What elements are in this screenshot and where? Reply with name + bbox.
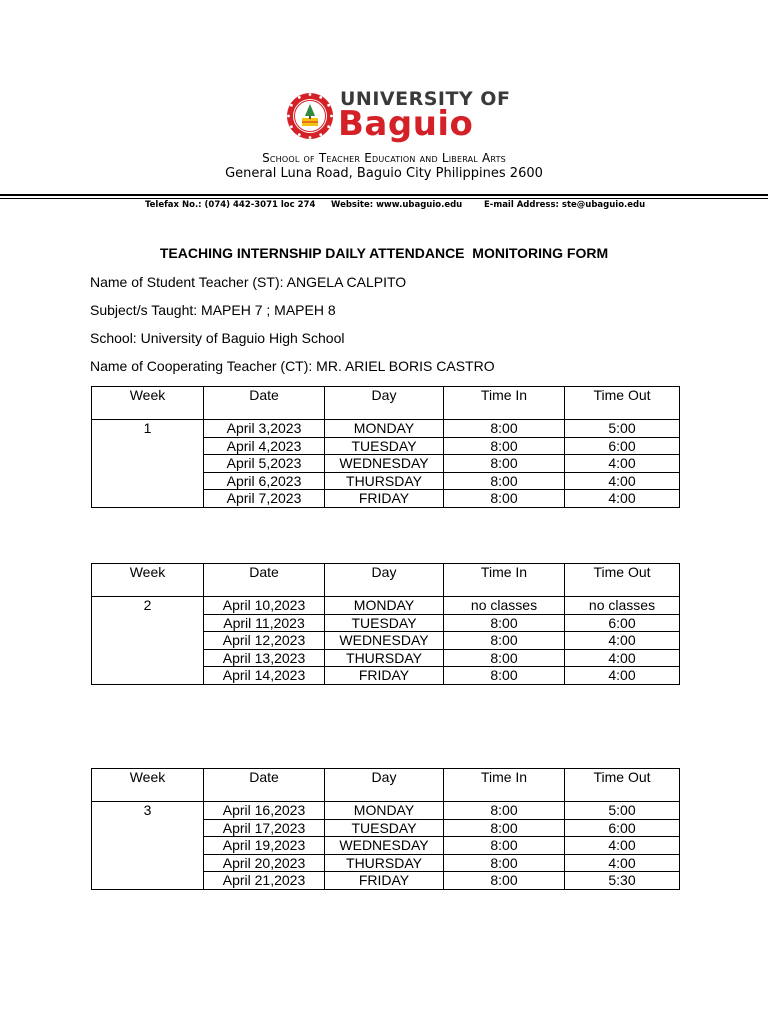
header-date: Date: [204, 387, 325, 420]
day-cell: FRIDAY: [325, 872, 444, 890]
day-cell: FRIDAY: [325, 490, 444, 508]
time-out-cell: 4:00: [565, 490, 680, 508]
day-cell: TUESDAY: [325, 614, 444, 632]
time-in-cell: 8:00: [444, 872, 565, 890]
time-out-cell: 5:00: [565, 802, 680, 820]
day-cell: THURSDAY: [325, 649, 444, 667]
day-cell: THURSDAY: [325, 854, 444, 872]
email-address: E-mail Address: ste@ubaguio.edu: [484, 200, 646, 210]
table-header-row: [92, 387, 680, 420]
time-out-cell: 5:00: [565, 420, 680, 438]
header-time-in: Time In: [444, 769, 565, 802]
header-time-out: Time Out: [565, 387, 680, 420]
time-in-cell: 8:00: [444, 632, 565, 650]
header-time-in: Time In: [444, 564, 565, 597]
table-row: [92, 420, 680, 438]
time-in-cell: 8:00: [444, 854, 565, 872]
date-cell: April 11,2023: [204, 614, 325, 632]
date-cell: April 19,2023: [204, 837, 325, 855]
time-out-cell: 4:00: [565, 837, 680, 855]
university-seal-icon: [286, 92, 334, 140]
date-cell: April 5,2023: [204, 455, 325, 473]
attendance-table-week-1: [91, 386, 680, 508]
time-in-cell: 8:00: [444, 819, 565, 837]
day-cell: MONDAY: [325, 597, 444, 615]
date-cell: April 4,2023: [204, 437, 325, 455]
time-out-cell: 4:00: [565, 649, 680, 667]
header-time-in: Time In: [444, 387, 565, 420]
header-time-out: Time Out: [565, 564, 680, 597]
day-cell: THURSDAY: [325, 472, 444, 490]
day-cell: MONDAY: [325, 802, 444, 820]
header-week: Week: [92, 769, 204, 802]
time-out-cell: 6:00: [565, 614, 680, 632]
date-cell: April 3,2023: [204, 420, 325, 438]
time-in-cell: 8:00: [444, 802, 565, 820]
day-cell: MONDAY: [325, 420, 444, 438]
header-week: Week: [92, 387, 204, 420]
school-address: General Luna Road, Baguio City Philippines 2600: [225, 166, 543, 181]
header-divider-thick: [0, 194, 768, 196]
time-out-cell: 4:00: [565, 455, 680, 473]
week-number: 2: [92, 597, 204, 685]
date-cell: April 21,2023: [204, 872, 325, 890]
time-out-cell: 4:00: [565, 854, 680, 872]
date-cell: April 6,2023: [204, 472, 325, 490]
week-number: 3: [92, 802, 204, 890]
time-in-cell: 8:00: [444, 490, 565, 508]
school-name-field: School: University of Baguio High School: [90, 330, 345, 346]
day-cell: TUESDAY: [325, 437, 444, 455]
header-date: Date: [204, 564, 325, 597]
subjects-taught: Subject/s Taught: MAPEH 7 ; MAPEH 8: [90, 302, 336, 318]
time-out-cell: 4:00: [565, 667, 680, 685]
date-cell: April 16,2023: [204, 802, 325, 820]
time-in-cell: 8:00: [444, 837, 565, 855]
day-cell: WEDNESDAY: [325, 632, 444, 650]
attendance-table-week-2: [91, 563, 680, 685]
time-out-cell: 4:00: [565, 632, 680, 650]
header-time-out: Time Out: [565, 769, 680, 802]
time-in-cell: 8:00: [444, 649, 565, 667]
header-week: Week: [92, 564, 204, 597]
contact-info-row: [0, 200, 768, 214]
time-out-cell: 6:00: [565, 819, 680, 837]
telefax-number: Telefax No.: (074) 442-3071 loc 274: [145, 200, 316, 210]
time-in-cell: 8:00: [444, 614, 565, 632]
header-day: Day: [325, 564, 444, 597]
time-in-cell: 8:00: [444, 455, 565, 473]
header-day: Day: [325, 387, 444, 420]
time-out-cell: 6:00: [565, 437, 680, 455]
date-cell: April 10,2023: [204, 597, 325, 615]
date-cell: April 12,2023: [204, 632, 325, 650]
date-cell: April 14,2023: [204, 667, 325, 685]
header-date: Date: [204, 769, 325, 802]
attendance-table-week-3: [91, 768, 680, 890]
cooperating-teacher-name: Name of Cooperating Teacher (CT): MR. ARIEL BORIS CASTRO: [90, 358, 495, 374]
time-in-cell: 8:00: [444, 472, 565, 490]
form-title: TEACHING INTERNSHIP DAILY ATTENDANCE MONITORING FORM: [159, 245, 609, 261]
day-cell: TUESDAY: [325, 819, 444, 837]
time-in-cell: no classes: [444, 597, 565, 615]
date-cell: April 13,2023: [204, 649, 325, 667]
header-divider-thin: [0, 198, 768, 199]
time-in-cell: 8:00: [444, 437, 565, 455]
time-in-cell: 8:00: [444, 667, 565, 685]
week-number: 1: [92, 420, 204, 508]
day-cell: WEDNESDAY: [325, 837, 444, 855]
header-day: Day: [325, 769, 444, 802]
date-cell: April 17,2023: [204, 819, 325, 837]
student-teacher-name: Name of Student Teacher (ST): ANGELA CALPITO: [90, 274, 407, 290]
day-cell: FRIDAY: [325, 667, 444, 685]
website-address: Website: www.ubaguio.edu: [331, 200, 463, 210]
time-in-cell: 8:00: [444, 420, 565, 438]
time-out-cell: 4:00: [565, 472, 680, 490]
date-cell: April 7,2023: [204, 490, 325, 508]
table-row: [92, 597, 680, 615]
university-name-line1: UNIVERSITY OF: [340, 88, 511, 110]
table-row: [92, 802, 680, 820]
table-header-row: [92, 564, 680, 597]
university-name-line2: Baguio: [338, 104, 474, 144]
time-out-cell: no classes: [565, 597, 680, 615]
school-name: School of Teacher Education and Liberal Arts: [262, 151, 506, 165]
time-out-cell: 5:30: [565, 872, 680, 890]
day-cell: WEDNESDAY: [325, 455, 444, 473]
date-cell: April 20,2023: [204, 854, 325, 872]
table-header-row: [92, 769, 680, 802]
